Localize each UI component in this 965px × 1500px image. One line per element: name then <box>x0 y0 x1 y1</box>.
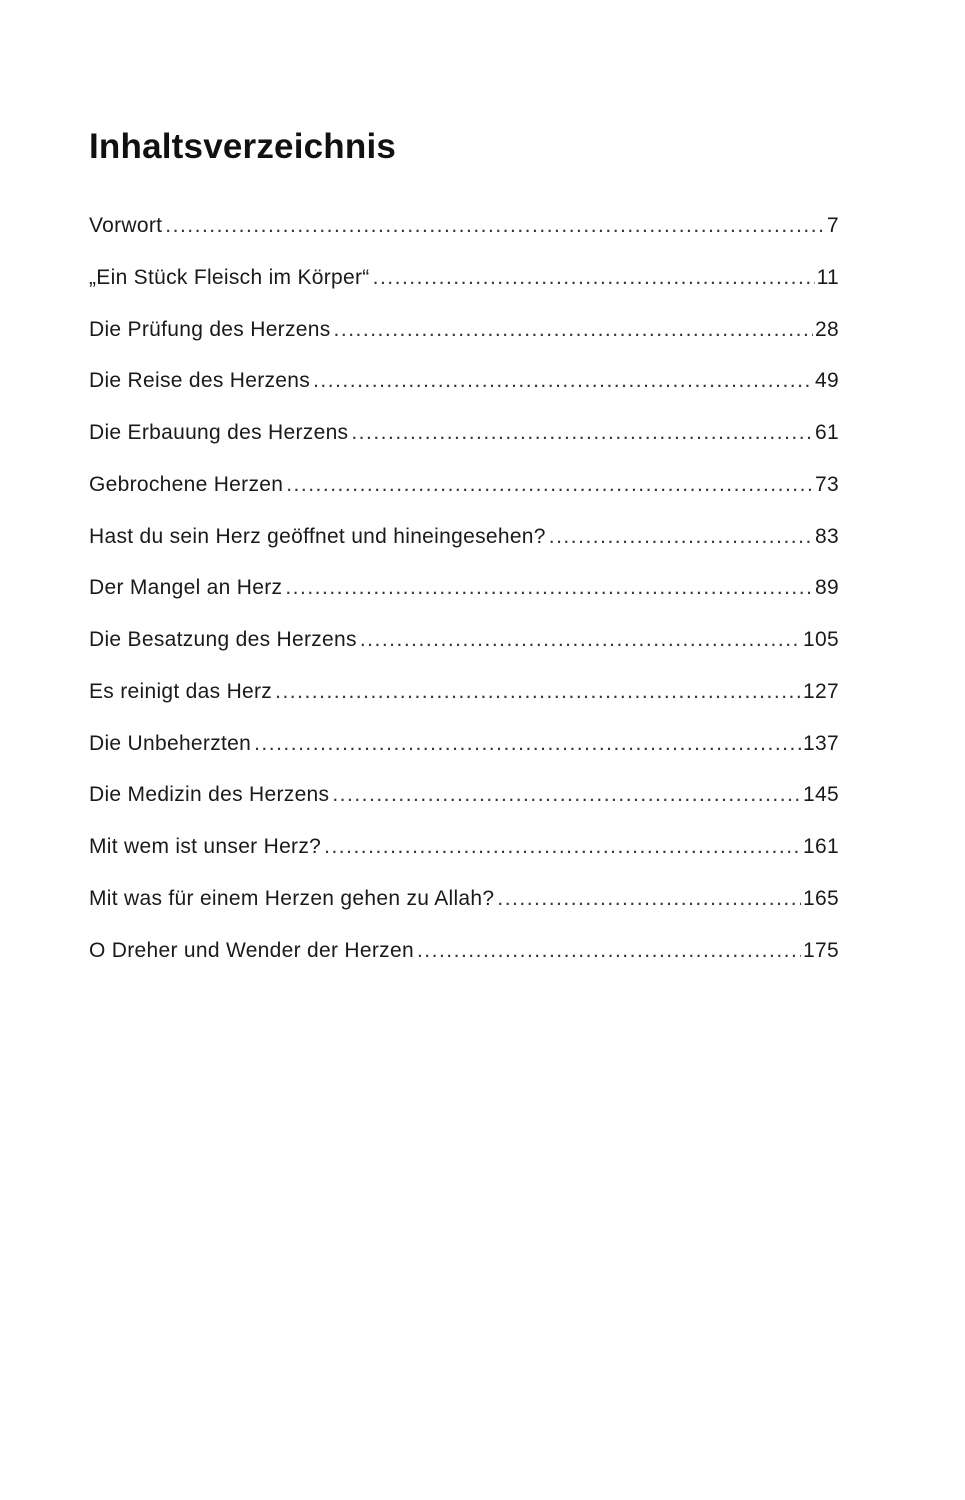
toc-entry-title: Vorwort <box>89 214 163 237</box>
toc-dot-leader <box>285 576 813 600</box>
toc-entry-title: Die Besatzung des Herzens <box>89 628 357 651</box>
toc-entry <box>89 939 839 991</box>
toc-entry-title: Es reinigt das Herz <box>89 679 273 703</box>
toc-dot-leader <box>373 266 815 290</box>
toc-entry-title: Die Unbeherzten <box>89 731 252 755</box>
toc-entry-title: Die Erbauung des Herzens <box>89 421 349 444</box>
toc-dot-leader <box>286 473 813 497</box>
toc-entry <box>89 525 839 577</box>
toc-entry <box>89 318 839 370</box>
toc-dot-leader <box>351 421 813 445</box>
toc-entry <box>89 732 839 784</box>
toc-page-number: 7 <box>827 214 839 237</box>
toc-title: Inhaltsverzeichnis <box>89 127 397 166</box>
toc-entry <box>89 214 839 266</box>
toc-page-number: 175 <box>803 938 839 962</box>
toc-entry-title: O Dreher und Wender der Herzen <box>89 938 414 962</box>
toc-entry <box>89 421 839 473</box>
toc-page-number: 61 <box>815 421 839 444</box>
toc-entry-title: Die Prüfung des Herzens <box>89 317 331 341</box>
toc-entry-title: Mit was für einem Herzen gehen zu Allah? <box>89 886 495 910</box>
toc-dot-leader <box>417 939 801 963</box>
toc-entry-title: Hast du sein Herz geöffnet und hineingesehen? <box>89 524 546 548</box>
toc-page-number: 137 <box>803 731 839 755</box>
toc-page-number: 28 <box>815 317 839 341</box>
toc-dot-leader <box>332 783 801 807</box>
toc-dot-leader <box>549 525 813 549</box>
toc-list <box>89 214 839 990</box>
toc-entry-title: Die Medizin des Herzens <box>89 783 330 807</box>
toc-page-number: 127 <box>803 679 839 703</box>
toc-entry <box>89 887 839 939</box>
toc-entry <box>89 783 839 835</box>
toc-page-number: 89 <box>815 576 839 600</box>
toc-entry <box>89 266 839 318</box>
toc-entry <box>89 576 839 628</box>
toc-entry <box>89 369 839 421</box>
toc-entry-title: Gebrochene Herzen <box>89 472 284 496</box>
toc-dot-leader <box>313 369 813 393</box>
toc-page-number: 73 <box>815 472 839 496</box>
toc-page-number: 49 <box>815 369 839 393</box>
toc-dot-leader <box>497 887 801 911</box>
toc-dot-leader <box>275 680 801 704</box>
toc-page-number: 161 <box>803 835 839 858</box>
toc-entry-title: Der Mangel an Herz <box>89 576 283 600</box>
toc-entry-title: Mit wem ist unser Herz? <box>89 835 322 858</box>
toc-dot-leader <box>360 628 801 652</box>
toc-entry <box>89 680 839 732</box>
toc-entry-title: „Ein Stück Fleisch im Körper“ <box>89 265 370 289</box>
toc-dot-leader <box>254 732 801 756</box>
toc-page-number: 11 <box>816 265 839 289</box>
toc-page-number: 105 <box>803 628 839 651</box>
toc-entry <box>89 835 839 887</box>
toc-dot-leader <box>324 835 801 859</box>
toc-page-number: 165 <box>803 886 839 910</box>
toc-dot-leader <box>165 214 825 238</box>
toc-entry <box>89 628 839 680</box>
toc-entry <box>89 473 839 525</box>
toc-dot-leader <box>334 318 814 342</box>
toc-entry-title: Die Reise des Herzens <box>89 369 311 393</box>
toc-page-number: 145 <box>803 783 839 807</box>
toc-page-number: 83 <box>815 524 839 548</box>
